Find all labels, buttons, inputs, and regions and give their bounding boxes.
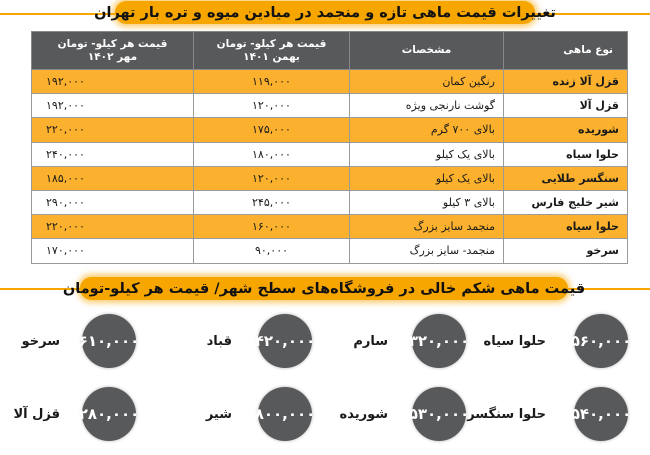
- price-circle: ۵۴۰,۰۰۰: [574, 387, 628, 441]
- page-title: تغییرات قیمت ماهی تازه و منجمد در میادین میوه و تره بار تهران: [115, 1, 535, 24]
- price-1401-cell: ۱۲۰,۰۰۰: [194, 166, 350, 190]
- spec-cell: گوشت نارنجی ویژه: [350, 94, 504, 118]
- fish-type-cell: حلوا سیاه: [504, 142, 628, 166]
- spec-cell: منجمد سایز بزرگ: [350, 215, 504, 239]
- price-table-container: [31, 31, 627, 264]
- title-bar: [0, 0, 650, 28]
- fish-type-cell: شوریده: [504, 118, 628, 142]
- price-1402-cell: ۱۸۵,۰۰۰: [32, 166, 194, 190]
- price-1402-cell: ۲۹۰,۰۰۰: [32, 190, 194, 214]
- spec-cell: بالای ۳ کیلو: [350, 190, 504, 214]
- fish-name: سارم: [353, 333, 388, 349]
- fish-type-cell: حلوا سیاه: [504, 215, 628, 239]
- price-1402-cell: ۱۷۰,۰۰۰: [32, 239, 194, 263]
- price-circle: ۲۸۰,۰۰۰: [82, 387, 136, 441]
- price-1401-cell: ۱۸۰,۰۰۰: [194, 142, 350, 166]
- table-row: [32, 166, 628, 190]
- fish-name: قباد: [206, 333, 232, 349]
- price-1402-cell: ۱۹۲,۰۰۰: [32, 94, 194, 118]
- table-row: [32, 215, 628, 239]
- fish-name: شیر: [205, 406, 232, 422]
- spec-cell: رنگین کمان: [350, 70, 504, 94]
- retail-price-card: [21, 314, 165, 368]
- price-circle: ۵۶۰,۰۰۰: [574, 314, 628, 368]
- spec-cell: بالای یک کیلو: [350, 142, 504, 166]
- table-row: [32, 94, 628, 118]
- table-row: [32, 118, 628, 142]
- fish-name: سرخو: [21, 333, 60, 349]
- retail-price-card: [196, 387, 336, 441]
- fish-name: حلوا سنگسر: [467, 406, 546, 422]
- header-specs: مشخصات: [350, 32, 504, 70]
- price-1402-cell: ۲۲۰,۰۰۰: [32, 215, 194, 239]
- retail-price-card: [467, 387, 632, 441]
- price-circle: ۳۲۰,۰۰۰: [412, 314, 466, 368]
- price-circle: ۸۰۰,۰۰۰: [258, 387, 312, 441]
- price-1402-cell: ۲۲۰,۰۰۰: [32, 118, 194, 142]
- retail-price-card: [483, 314, 632, 368]
- price-1401-cell: ۲۴۵,۰۰۰: [194, 190, 350, 214]
- header-price-mehr-1402: قیمت هر کیلو- تومان مهر ۱۴۰۲: [32, 32, 194, 70]
- spec-cell: بالای یک کیلو: [350, 166, 504, 190]
- retail-price-card: [340, 387, 480, 441]
- table-row: [32, 190, 628, 214]
- retail-price-card: [340, 314, 480, 368]
- fish-type-cell: سنگسر طلایی: [504, 166, 628, 190]
- fish-name: شوریده: [339, 406, 388, 422]
- fish-type-cell: شیر خلیج فارس: [504, 190, 628, 214]
- price-1401-cell: ۹۰,۰۰۰: [194, 239, 350, 263]
- price-1401-cell: ۱۶۰,۰۰۰: [194, 215, 350, 239]
- spec-cell: منجمد- سایز بزرگ: [350, 239, 504, 263]
- retail-price-card: [196, 314, 336, 368]
- header-fish-type: نوع ماهی: [504, 32, 628, 70]
- retail-title: قیمت ماهی شکم خالی در فروشگاه‌های سطح شهر/ قیمت هر کیلو-تومان: [80, 277, 568, 300]
- fish-name: حلوا سیاه: [483, 333, 546, 349]
- table-row: [32, 239, 628, 263]
- header-price-bahman-1401: قیمت هر کیلو- تومان بهمن ۱۴۰۱: [194, 32, 350, 70]
- price-circle: ۴۲۰,۰۰۰: [258, 314, 312, 368]
- price-1401-cell: ۱۱۹,۰۰۰: [194, 70, 350, 94]
- price-1401-cell: ۱۲۰,۰۰۰: [194, 94, 350, 118]
- price-table: [31, 31, 628, 264]
- retail-title-bar: [0, 275, 650, 305]
- price-circle: ۶۱۰,۰۰۰: [82, 314, 136, 368]
- price-1402-cell: ۲۴۰,۰۰۰: [32, 142, 194, 166]
- spec-cell: بالای ۷۰۰ گرم: [350, 118, 504, 142]
- retail-price-card: [13, 387, 165, 441]
- fish-type-cell: سرخو: [504, 239, 628, 263]
- price-1401-cell: ۱۷۵,۰۰۰: [194, 118, 350, 142]
- fish-type-cell: قزل آلا: [504, 94, 628, 118]
- price-1402-cell: ۱۹۲,۰۰۰: [32, 70, 194, 94]
- fish-name: قزل آلا: [13, 406, 60, 422]
- fish-type-cell: قزل آلا زنده: [504, 70, 628, 94]
- table-row: [32, 142, 628, 166]
- price-circle: ۵۳۰,۰۰۰: [412, 387, 466, 441]
- table-row: [32, 70, 628, 94]
- table-header-row: [32, 32, 628, 70]
